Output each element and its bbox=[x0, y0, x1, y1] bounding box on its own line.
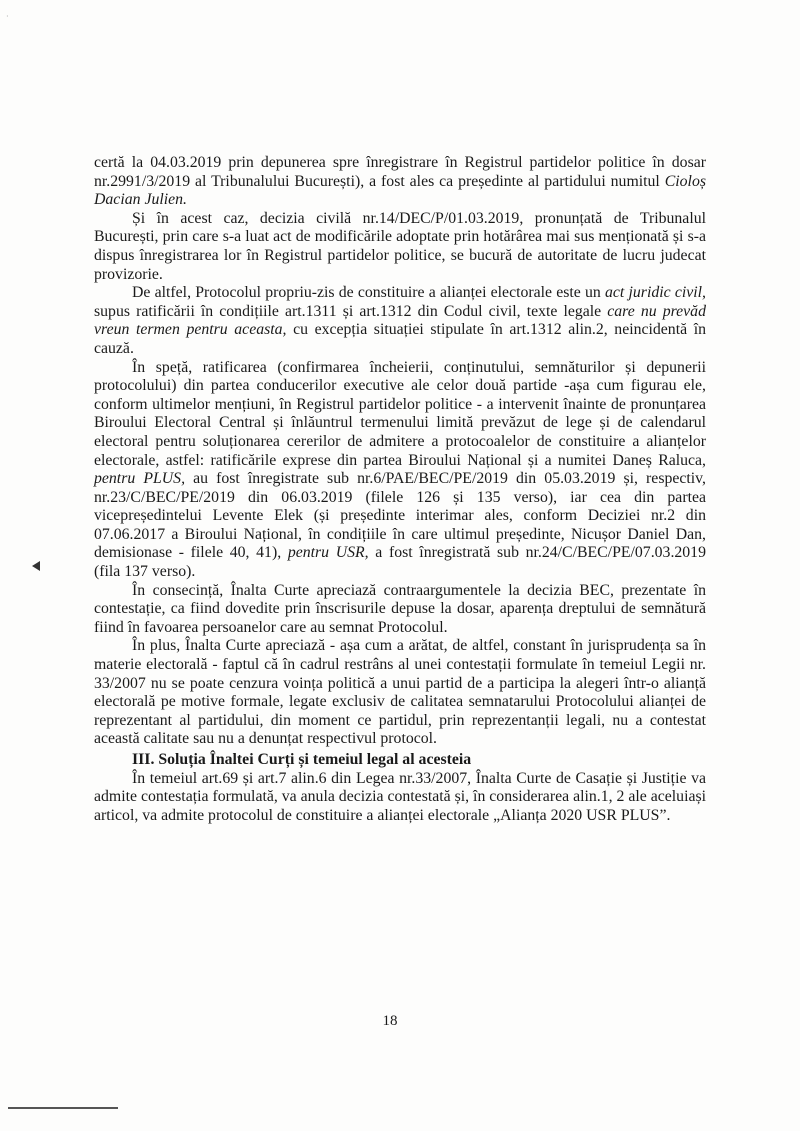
text-run: certă la 04.03.2019 prin depunerea spre înregistrare în Registrul partidelor politice în dosar nr.2991/3/2019 al Tribunalului București), a fost ales ca președinte al partidului numitul bbox=[94, 154, 706, 190]
italic-text-run: Cioloș Dacian Julien. bbox=[94, 172, 706, 209]
body-paragraph bbox=[94, 637, 706, 749]
italic-text-run: act juridic civil, bbox=[605, 284, 706, 302]
text-run: a fost înregistrată sub nr.24/C/BEC/PE/07.03.2019 (fila 137 verso). bbox=[94, 544, 706, 581]
scan-speck-icon: · bbox=[6, 12, 9, 21]
body-paragraph bbox=[94, 210, 706, 284]
final-paragraph-container bbox=[94, 770, 706, 826]
text-run: În speță, ratificarea (confirmarea încheierii, conținutului, semnăturilor și depunerii protocolului) din partea conducerilor executive ale celor două partide -așa cum figurau ele, conform ultimelor mențiuni, în Registrul partidelor politice - a intervenit înainte de pronunțarea Biroului Electoral Central și înlăuntrul termenului limită prevăzut de lege și de calendarul electoral pentru soluționarea cererilor de admitere a protocoalelor de constituire a alianțelor electorale, astfel: ratificările exprese din partea Biroului Național și a numitei Daneș Raluca, bbox=[94, 358, 706, 469]
margin-arrow-icon bbox=[32, 561, 40, 571]
text-run: cu excepția situației stipulate în art.1312 alin.2, neincidentă în cauză. bbox=[94, 321, 706, 357]
italic-text-run: pentru PLUS, bbox=[94, 470, 186, 488]
scan-edge-line bbox=[8, 1107, 118, 1109]
final-paragraph bbox=[94, 770, 706, 826]
text-run: au fost înregistrate sub nr.6/PAE/BEC/PE/2019 din 05.03.2019 și, respectiv, nr.23/C/BEC/PE/2019 din 06.03.2019 (filele 126 și 135 verso), iar cea din partea vicepreședintelui Levente Elek (și președinte interimar ales, conform Deciziei nr.2 din 07.06.2017 a Biroului Național, în condițiile în care ultimul președinte, Nicușor Daniel Dan, demisionase - filele 40, 41), bbox=[94, 470, 706, 562]
text-run: Și în acest caz, decizia civilă nr.14/DEC/P/01.03.2019, pronunțată de Tribunalul București, prin care s-a luat act de modificările adoptate prin hotărârea mai sus menționată și s-a dispus înregistrarea lor în Registrul partidelor politice, se bucură de autoritate de lucru judecat provizorie. bbox=[94, 209, 706, 283]
text-run: De altfel, Protocolul propriu-zis de constituire a alianței electorale este un bbox=[132, 284, 606, 302]
document-body bbox=[94, 154, 706, 825]
paragraph-list bbox=[94, 154, 706, 749]
page-number: 18 bbox=[382, 1013, 398, 1029]
body-paragraph bbox=[94, 359, 706, 582]
body-paragraph bbox=[94, 582, 706, 638]
italic-text-run: care nu prevăd vreun termen pentru aceasta, bbox=[94, 302, 706, 339]
text-run: În plus, Înalta Curte apreciază - așa cum a arătat, de altfel, constant în jurisprudența sa în materie electorală - faptul că în cadrul restrâns al unei contestații formulate în temeiul Legii nr. 33/2007 nu se poate cenzura voința politică a unui partid de a participa la alegeri într-o alianță electorală pe motive formale, legate exclusiv de calitatea semnatarului Protocolului alianței de reprezentant al partidului, din moment ce partidul, prin reprezentanții legali, nu a contestat această calitate sau nu a denunțat respectivul protocol. bbox=[94, 637, 706, 748]
text-run: supus ratificării în condițiile art.1311 și art.1312 din Codul civil, texte legale bbox=[94, 302, 608, 320]
section-heading: III. Soluția Înaltei Curți și temeiul legal al acesteia bbox=[132, 751, 472, 768]
text-run: În temeiul art.69 și art.7 alin.6 din Legea nr.33/2007, Înalta Curte de Casație și Justiție va admite contestația formulată, va anula decizia contestată și, în considerarea alin.1, 2 ale aceluiași articol, va admite protocolul de constituire a alianței electorale „Alianța 2020 USR PLUS”. bbox=[94, 769, 706, 824]
body-paragraph bbox=[94, 284, 706, 358]
body-paragraph bbox=[94, 154, 706, 210]
text-run: În consecință, Înalta Curte apreciază contraargumentele la decizia BEC, prezentate în contestație, ca fiind dovedite prin înscrisurile depuse la dosar, aparența dreptului de semnătură fiind în favoarea persoanelor care au semnat Protocolul. bbox=[94, 581, 706, 636]
italic-text-run: pentru USR, bbox=[287, 544, 369, 562]
